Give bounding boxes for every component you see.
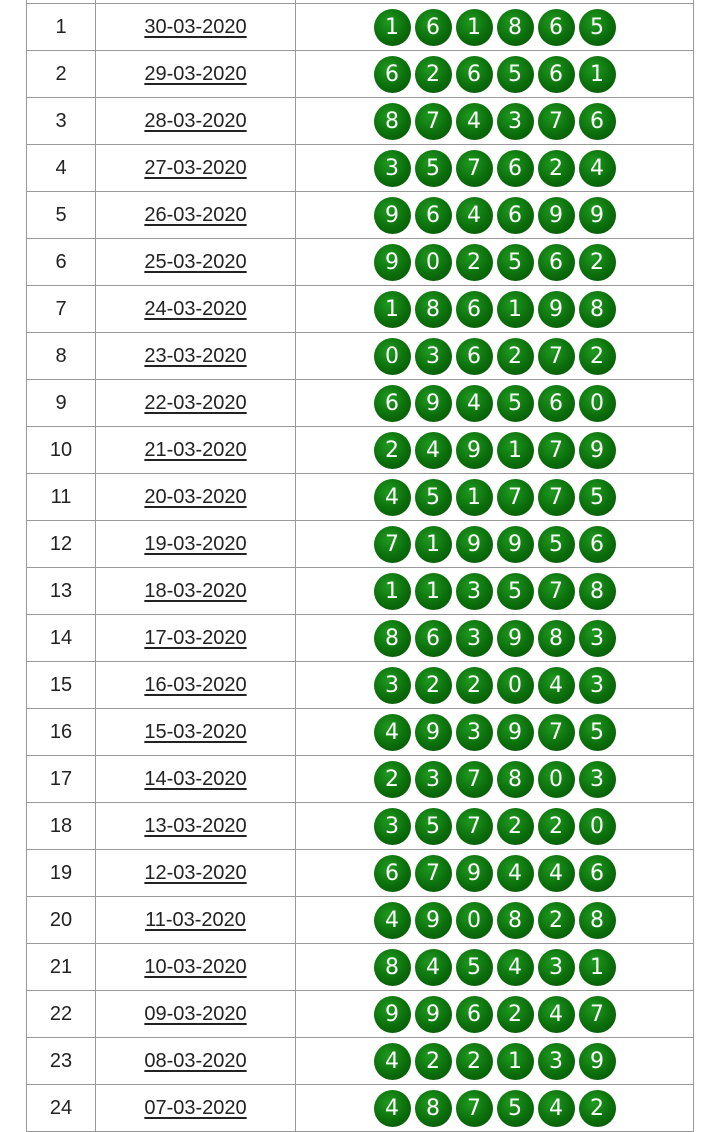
digit-ball: 6 bbox=[456, 291, 493, 328]
digit-ball: 8 bbox=[497, 902, 534, 939]
row-number: 2 bbox=[27, 51, 96, 98]
digit-ball: 4 bbox=[497, 855, 534, 892]
digit-ball: 7 bbox=[538, 573, 575, 610]
date-link[interactable]: 10-03-2020 bbox=[144, 955, 247, 978]
digit-ball: 2 bbox=[538, 150, 575, 187]
date-cell bbox=[96, 850, 296, 897]
date-cell bbox=[96, 897, 296, 944]
digit-ball: 4 bbox=[538, 996, 575, 1033]
result-digits-cell bbox=[296, 145, 694, 192]
date-link[interactable]: 24-03-2020 bbox=[144, 297, 247, 320]
results-body bbox=[27, 4, 694, 1132]
digit-ball: 3 bbox=[456, 620, 493, 657]
table-row bbox=[27, 1085, 694, 1132]
table-row bbox=[27, 850, 694, 897]
digit-ball: 9 bbox=[456, 526, 493, 563]
result-digits-cell bbox=[296, 897, 694, 944]
digit-ball: 4 bbox=[497, 949, 534, 986]
row-number: 11 bbox=[27, 474, 96, 521]
date-cell bbox=[96, 4, 296, 51]
digit-ball: 9 bbox=[374, 197, 411, 234]
digit-ball: 5 bbox=[456, 949, 493, 986]
result-digits bbox=[374, 667, 616, 704]
digit-ball: 7 bbox=[374, 526, 411, 563]
row-number: 22 bbox=[27, 991, 96, 1038]
digit-ball: 4 bbox=[456, 385, 493, 422]
digit-ball: 2 bbox=[497, 808, 534, 845]
digit-ball: 2 bbox=[538, 902, 575, 939]
date-cell bbox=[96, 51, 296, 98]
digit-ball: 7 bbox=[538, 338, 575, 375]
digit-ball: 3 bbox=[538, 1043, 575, 1080]
date-link[interactable]: 17-03-2020 bbox=[144, 626, 247, 649]
digit-ball: 8 bbox=[579, 291, 616, 328]
result-digits-cell bbox=[296, 286, 694, 333]
date-cell bbox=[96, 944, 296, 991]
date-cell bbox=[96, 662, 296, 709]
table-row bbox=[27, 286, 694, 333]
digit-ball: 3 bbox=[415, 338, 452, 375]
digit-ball: 4 bbox=[579, 150, 616, 187]
digit-ball: 0 bbox=[579, 385, 616, 422]
table-row bbox=[27, 568, 694, 615]
digit-ball: 2 bbox=[579, 244, 616, 281]
row-number: 7 bbox=[27, 286, 96, 333]
result-digits bbox=[374, 338, 616, 375]
digit-ball: 0 bbox=[456, 902, 493, 939]
results-table bbox=[26, 3, 694, 1132]
date-cell bbox=[96, 756, 296, 803]
result-digits bbox=[374, 150, 616, 187]
digit-ball: 0 bbox=[538, 761, 575, 798]
result-digits-cell bbox=[296, 427, 694, 474]
result-digits bbox=[374, 103, 616, 140]
date-cell bbox=[96, 803, 296, 850]
date-link[interactable]: 25-03-2020 bbox=[144, 250, 247, 273]
digit-ball: 6 bbox=[415, 620, 452, 657]
date-cell bbox=[96, 991, 296, 1038]
digit-ball: 2 bbox=[374, 432, 411, 469]
date-link[interactable]: 21-03-2020 bbox=[144, 438, 247, 461]
row-number: 24 bbox=[27, 1085, 96, 1132]
digit-ball: 2 bbox=[456, 667, 493, 704]
digit-ball: 1 bbox=[497, 432, 534, 469]
digit-ball: 6 bbox=[497, 197, 534, 234]
digit-ball: 6 bbox=[456, 996, 493, 1033]
row-number: 5 bbox=[27, 192, 96, 239]
digit-ball: 2 bbox=[579, 338, 616, 375]
table-row bbox=[27, 145, 694, 192]
digit-ball: 8 bbox=[579, 902, 616, 939]
date-cell bbox=[96, 239, 296, 286]
digit-ball: 7 bbox=[497, 479, 534, 516]
digit-ball: 7 bbox=[538, 432, 575, 469]
row-number: 20 bbox=[27, 897, 96, 944]
digit-ball: 0 bbox=[374, 338, 411, 375]
result-digits bbox=[374, 808, 616, 845]
digit-ball: 4 bbox=[456, 197, 493, 234]
digit-ball: 9 bbox=[497, 714, 534, 751]
date-link[interactable]: 30-03-2020 bbox=[144, 15, 247, 38]
digit-ball: 2 bbox=[415, 1043, 452, 1080]
date-link[interactable]: 14-03-2020 bbox=[144, 767, 247, 790]
digit-ball: 2 bbox=[497, 338, 534, 375]
digit-ball: 9 bbox=[579, 197, 616, 234]
digit-ball: 1 bbox=[497, 291, 534, 328]
digit-ball: 5 bbox=[497, 385, 534, 422]
date-cell bbox=[96, 192, 296, 239]
row-number: 16 bbox=[27, 709, 96, 756]
digit-ball: 7 bbox=[538, 714, 575, 751]
digit-ball: 5 bbox=[415, 479, 452, 516]
result-digits-cell bbox=[296, 474, 694, 521]
digit-ball: 5 bbox=[579, 479, 616, 516]
result-digits-cell bbox=[296, 98, 694, 145]
table-row bbox=[27, 427, 694, 474]
table-row bbox=[27, 333, 694, 380]
digit-ball: 6 bbox=[374, 385, 411, 422]
digit-ball: 6 bbox=[538, 9, 575, 46]
result-digits-cell bbox=[296, 803, 694, 850]
row-number: 21 bbox=[27, 944, 96, 991]
digit-ball: 0 bbox=[497, 667, 534, 704]
digit-ball: 8 bbox=[374, 949, 411, 986]
date-cell bbox=[96, 145, 296, 192]
digit-ball: 5 bbox=[415, 808, 452, 845]
row-number: 12 bbox=[27, 521, 96, 568]
digit-ball: 9 bbox=[538, 291, 575, 328]
digit-ball: 8 bbox=[497, 9, 534, 46]
date-link[interactable]: 26-03-2020 bbox=[144, 203, 247, 226]
table-row bbox=[27, 521, 694, 568]
digit-ball: 5 bbox=[415, 150, 452, 187]
date-link[interactable]: 13-03-2020 bbox=[144, 814, 247, 837]
digit-ball: 6 bbox=[374, 855, 411, 892]
digit-ball: 7 bbox=[456, 808, 493, 845]
result-digits-cell bbox=[296, 662, 694, 709]
digit-ball: 2 bbox=[456, 1043, 493, 1080]
digit-ball: 7 bbox=[415, 855, 452, 892]
date-link[interactable]: 19-03-2020 bbox=[144, 532, 247, 555]
date-link[interactable]: 12-03-2020 bbox=[144, 861, 247, 884]
digit-ball: 5 bbox=[579, 9, 616, 46]
digit-ball: 7 bbox=[538, 103, 575, 140]
digit-ball: 6 bbox=[538, 56, 575, 93]
table-row bbox=[27, 615, 694, 662]
digit-ball: 2 bbox=[456, 244, 493, 281]
result-digits-cell bbox=[296, 756, 694, 803]
digit-ball: 9 bbox=[374, 996, 411, 1033]
row-number: 18 bbox=[27, 803, 96, 850]
digit-ball: 1 bbox=[374, 573, 411, 610]
row-number: 17 bbox=[27, 756, 96, 803]
digit-ball: 9 bbox=[497, 620, 534, 657]
result-digits-cell bbox=[296, 615, 694, 662]
result-digits-cell bbox=[296, 1085, 694, 1132]
digit-ball: 8 bbox=[579, 573, 616, 610]
digit-ball: 4 bbox=[374, 479, 411, 516]
row-number: 15 bbox=[27, 662, 96, 709]
result-digits bbox=[374, 949, 616, 986]
row-number: 9 bbox=[27, 380, 96, 427]
digit-ball: 1 bbox=[374, 291, 411, 328]
digit-ball: 7 bbox=[415, 103, 452, 140]
table-row bbox=[27, 897, 694, 944]
digit-ball: 4 bbox=[456, 103, 493, 140]
digit-ball: 8 bbox=[415, 291, 452, 328]
date-cell bbox=[96, 427, 296, 474]
result-digits-cell bbox=[296, 192, 694, 239]
result-digits bbox=[374, 855, 616, 892]
result-digits bbox=[374, 902, 616, 939]
date-cell bbox=[96, 98, 296, 145]
digit-ball: 3 bbox=[497, 103, 534, 140]
result-digits bbox=[374, 1090, 616, 1127]
digit-ball: 6 bbox=[456, 56, 493, 93]
digit-ball: 1 bbox=[456, 9, 493, 46]
digit-ball: 9 bbox=[415, 714, 452, 751]
digit-ball: 8 bbox=[415, 1090, 452, 1127]
digit-ball: 4 bbox=[538, 667, 575, 704]
digit-ball: 3 bbox=[415, 761, 452, 798]
digit-ball: 9 bbox=[497, 526, 534, 563]
table-row bbox=[27, 803, 694, 850]
digit-ball: 3 bbox=[374, 808, 411, 845]
date-link[interactable]: 18-03-2020 bbox=[144, 579, 247, 602]
result-digits bbox=[374, 714, 616, 751]
digit-ball: 9 bbox=[579, 1043, 616, 1080]
digit-ball: 2 bbox=[579, 1090, 616, 1127]
digit-ball: 3 bbox=[374, 667, 411, 704]
digit-ball: 6 bbox=[538, 385, 575, 422]
digit-ball: 7 bbox=[456, 761, 493, 798]
result-digits-cell bbox=[296, 239, 694, 286]
date-cell bbox=[96, 380, 296, 427]
table-row bbox=[27, 1038, 694, 1085]
digit-ball: 8 bbox=[538, 620, 575, 657]
date-cell bbox=[96, 568, 296, 615]
digit-ball: 7 bbox=[579, 996, 616, 1033]
table-row bbox=[27, 709, 694, 756]
digit-ball: 4 bbox=[374, 1090, 411, 1127]
result-digits bbox=[374, 9, 616, 46]
digit-ball: 5 bbox=[497, 244, 534, 281]
digit-ball: 6 bbox=[497, 150, 534, 187]
result-digits bbox=[374, 1043, 616, 1080]
date-link[interactable]: 29-03-2020 bbox=[144, 62, 247, 85]
row-number: 6 bbox=[27, 239, 96, 286]
row-number: 19 bbox=[27, 850, 96, 897]
result-digits-cell bbox=[296, 944, 694, 991]
result-digits bbox=[374, 197, 616, 234]
result-digits-cell bbox=[296, 51, 694, 98]
digit-ball: 9 bbox=[415, 996, 452, 1033]
digit-ball: 6 bbox=[374, 56, 411, 93]
date-cell bbox=[96, 1085, 296, 1132]
digit-ball: 9 bbox=[456, 855, 493, 892]
table-row bbox=[27, 51, 694, 98]
date-link[interactable]: 23-03-2020 bbox=[144, 344, 247, 367]
date-link[interactable]: 08-03-2020 bbox=[144, 1049, 247, 1072]
result-digits-cell bbox=[296, 521, 694, 568]
table-row bbox=[27, 474, 694, 521]
date-cell bbox=[96, 709, 296, 756]
digit-ball: 3 bbox=[538, 949, 575, 986]
table-row bbox=[27, 192, 694, 239]
digit-ball: 1 bbox=[579, 56, 616, 93]
table-row bbox=[27, 944, 694, 991]
date-cell bbox=[96, 615, 296, 662]
digit-ball: 7 bbox=[538, 479, 575, 516]
digit-ball: 2 bbox=[538, 808, 575, 845]
digit-ball: 0 bbox=[415, 244, 452, 281]
digit-ball: 5 bbox=[497, 573, 534, 610]
result-digits-cell bbox=[296, 568, 694, 615]
digit-ball: 3 bbox=[456, 573, 493, 610]
result-digits bbox=[374, 291, 616, 328]
digit-ball: 6 bbox=[579, 103, 616, 140]
digit-ball: 9 bbox=[415, 902, 452, 939]
result-digits bbox=[374, 573, 616, 610]
date-link[interactable]: 07-03-2020 bbox=[144, 1096, 247, 1119]
date-cell bbox=[96, 474, 296, 521]
digit-ball: 5 bbox=[497, 56, 534, 93]
table-row bbox=[27, 98, 694, 145]
date-link[interactable]: 11-03-2020 bbox=[145, 908, 246, 931]
result-digits bbox=[374, 996, 616, 1033]
date-link[interactable]: 15-03-2020 bbox=[144, 720, 247, 743]
digit-ball: 4 bbox=[374, 714, 411, 751]
result-digits-cell bbox=[296, 991, 694, 1038]
result-digits bbox=[374, 620, 616, 657]
digit-ball: 7 bbox=[456, 1090, 493, 1127]
date-link[interactable]: 09-03-2020 bbox=[144, 1002, 247, 1025]
result-digits bbox=[374, 385, 616, 422]
result-digits bbox=[374, 479, 616, 516]
digit-ball: 6 bbox=[415, 197, 452, 234]
date-cell bbox=[96, 333, 296, 380]
table-row bbox=[27, 380, 694, 427]
digit-ball: 3 bbox=[456, 714, 493, 751]
digit-ball: 6 bbox=[456, 338, 493, 375]
date-cell bbox=[96, 521, 296, 568]
result-digits-cell bbox=[296, 850, 694, 897]
digit-ball: 8 bbox=[497, 761, 534, 798]
result-digits-cell bbox=[296, 1038, 694, 1085]
result-digits bbox=[374, 526, 616, 563]
digit-ball: 7 bbox=[456, 150, 493, 187]
result-digits bbox=[374, 56, 616, 93]
digit-ball: 1 bbox=[415, 573, 452, 610]
digit-ball: 6 bbox=[579, 855, 616, 892]
result-digits bbox=[374, 761, 616, 798]
digit-ball: 5 bbox=[538, 526, 575, 563]
digit-ball: 6 bbox=[415, 9, 452, 46]
digit-ball: 4 bbox=[415, 432, 452, 469]
date-cell bbox=[96, 286, 296, 333]
digit-ball: 2 bbox=[415, 56, 452, 93]
digit-ball: 1 bbox=[374, 9, 411, 46]
digit-ball: 4 bbox=[538, 1090, 575, 1127]
digit-ball: 6 bbox=[538, 244, 575, 281]
digit-ball: 2 bbox=[415, 667, 452, 704]
row-number: 13 bbox=[27, 568, 96, 615]
result-digits-cell bbox=[296, 709, 694, 756]
row-number: 8 bbox=[27, 333, 96, 380]
row-number: 23 bbox=[27, 1038, 96, 1085]
result-digits bbox=[374, 432, 616, 469]
table-row bbox=[27, 991, 694, 1038]
digit-ball: 2 bbox=[497, 996, 534, 1033]
digit-ball: 1 bbox=[579, 949, 616, 986]
digit-ball: 4 bbox=[374, 1043, 411, 1080]
digit-ball: 9 bbox=[415, 385, 452, 422]
digit-ball: 4 bbox=[415, 949, 452, 986]
digit-ball: 5 bbox=[579, 714, 616, 751]
digit-ball: 9 bbox=[374, 244, 411, 281]
row-number: 10 bbox=[27, 427, 96, 474]
date-link[interactable]: 27-03-2020 bbox=[144, 156, 247, 179]
row-number: 3 bbox=[27, 98, 96, 145]
digit-ball: 8 bbox=[374, 620, 411, 657]
result-digits-cell bbox=[296, 4, 694, 51]
digit-ball: 4 bbox=[538, 855, 575, 892]
digit-ball: 1 bbox=[415, 526, 452, 563]
table-row bbox=[27, 662, 694, 709]
digit-ball: 5 bbox=[497, 1090, 534, 1127]
result-digits-cell bbox=[296, 380, 694, 427]
digit-ball: 0 bbox=[579, 808, 616, 845]
date-link[interactable]: 28-03-2020 bbox=[144, 109, 247, 132]
digit-ball: 9 bbox=[456, 432, 493, 469]
table-row bbox=[27, 4, 694, 51]
row-number: 14 bbox=[27, 615, 96, 662]
date-link[interactable]: 22-03-2020 bbox=[144, 391, 247, 414]
table-row bbox=[27, 239, 694, 286]
digit-ball: 3 bbox=[374, 150, 411, 187]
digit-ball: 6 bbox=[579, 526, 616, 563]
row-number: 1 bbox=[27, 4, 96, 51]
digit-ball: 3 bbox=[579, 667, 616, 704]
result-digits bbox=[374, 244, 616, 281]
digit-ball: 8 bbox=[374, 103, 411, 140]
digit-ball: 9 bbox=[538, 197, 575, 234]
date-link[interactable]: 16-03-2020 bbox=[144, 673, 247, 696]
digit-ball: 3 bbox=[579, 620, 616, 657]
digit-ball: 2 bbox=[374, 761, 411, 798]
digit-ball: 4 bbox=[374, 902, 411, 939]
table-row bbox=[27, 756, 694, 803]
date-link[interactable]: 20-03-2020 bbox=[144, 485, 247, 508]
result-digits-cell bbox=[296, 333, 694, 380]
digit-ball: 1 bbox=[497, 1043, 534, 1080]
date-cell bbox=[96, 1038, 296, 1085]
digit-ball: 1 bbox=[456, 479, 493, 516]
digit-ball: 3 bbox=[579, 761, 616, 798]
row-number: 4 bbox=[27, 145, 96, 192]
digit-ball: 9 bbox=[579, 432, 616, 469]
